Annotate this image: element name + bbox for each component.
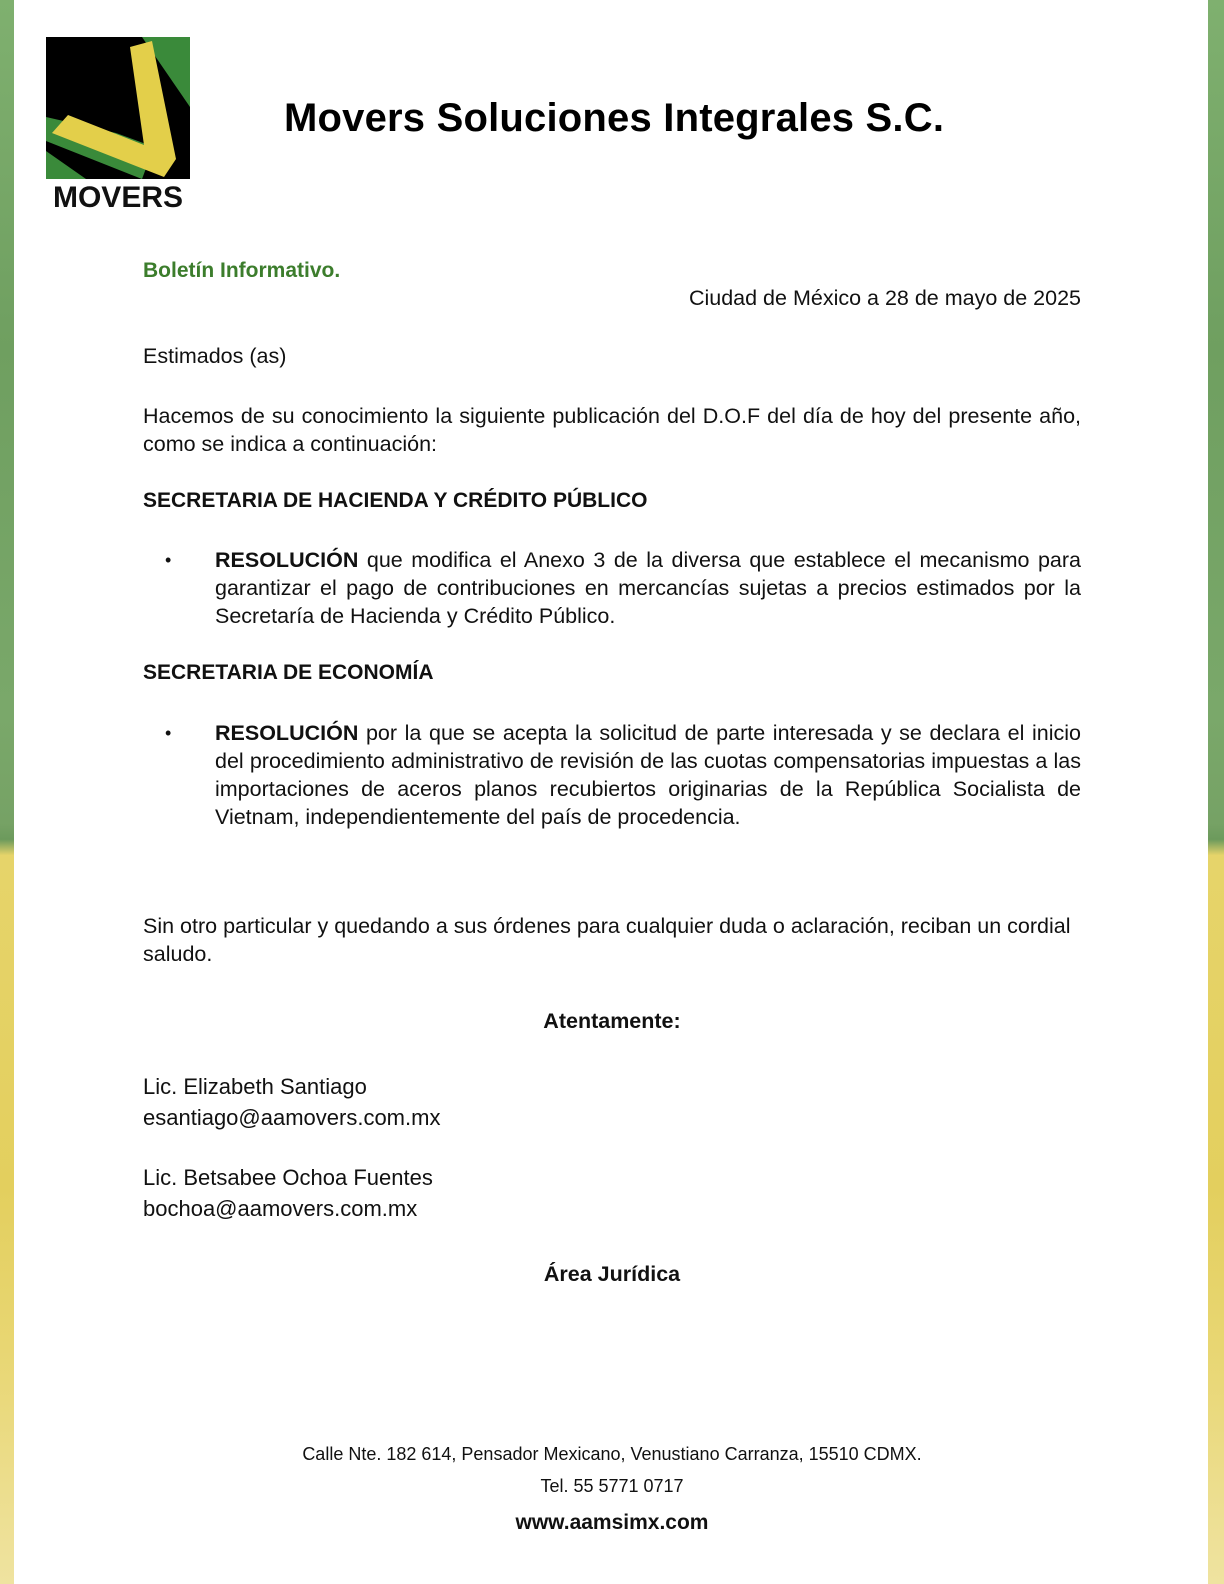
footer-phone: Tel. 55 5771 0717	[540, 1476, 684, 1496]
contact-block	[143, 1162, 433, 1224]
resolution-text: que modifica el Anexo 3 de la diversa que establece el mecanismo para garantizar el pago de contribuciones en mercancías sujetas a precios estimados por la Secretaría de Hacienda y Crédito Público.	[215, 548, 1081, 628]
resolution-text: por la que se acepta la solicitud de parte interesada y se declara el inicio del procedimiento administrativo de revisión de las cuotas compensatorias impuestas a las importaciones de aceros planos recubiertos originarias de la República Socialista de Vietnam, independientemente del país de procedencia.	[215, 721, 1081, 829]
sign-off: Atentamente:	[543, 1009, 681, 1033]
resolution-lead: RESOLUCIÓN	[215, 721, 359, 745]
department-name: Área Jurídica	[543, 1262, 681, 1286]
section-title-hacienda: SECRETARIA DE HACIENDA Y CRÉDITO PÚBLICO	[143, 489, 648, 512]
resolution-lead: RESOLUCIÓN	[215, 548, 359, 572]
intro-paragraph: Hacemos de su conocimiento la siguiente publicación del D.O.F del día de hoy del presente año, como se indica a continuación:	[143, 404, 1081, 456]
contact-email[interactable]: bochoa@aamovers.com.mx	[143, 1196, 418, 1221]
logo-wordmark: MOVERS	[52, 181, 184, 213]
movers-logo	[46, 37, 190, 213]
bullet-icon: •	[165, 550, 172, 570]
section-title-economia: SECRETARIA DE ECONOMÍA	[143, 661, 434, 684]
footer-website[interactable]: www.aamsimx.com	[515, 1511, 709, 1534]
contact-email[interactable]: esantiago@aamovers.com.mx	[143, 1105, 441, 1130]
date-line: Ciudad de México a 28 de mayo de 2025	[688, 286, 1081, 310]
contact-name: Lic. Betsabee Ochoa Fuentes	[143, 1165, 433, 1190]
bullet-icon: •	[165, 723, 172, 743]
list-item	[143, 546, 1081, 630]
right-decorative-band	[1208, 0, 1224, 1584]
company-name: Movers Soluciones Integrales S.C.	[284, 96, 945, 140]
contact-block	[143, 1071, 440, 1133]
greeting: Estimados (as)	[143, 344, 287, 368]
contact-name: Lic. Elizabeth Santiago	[143, 1074, 367, 1099]
left-decorative-band	[0, 0, 14, 1584]
closing-paragraph: Sin otro particular y quedando a sus órdenes para cualquier duda o aclaración, reciban un cordial saludo.	[143, 914, 1071, 966]
footer-address: Calle Nte. 182 614, Pensador Mexicano, Venustiano Carranza, 15510 CDMX.	[302, 1444, 922, 1464]
list-item	[143, 719, 1081, 831]
bulletin-label: Boletín Informativo.	[143, 259, 341, 282]
